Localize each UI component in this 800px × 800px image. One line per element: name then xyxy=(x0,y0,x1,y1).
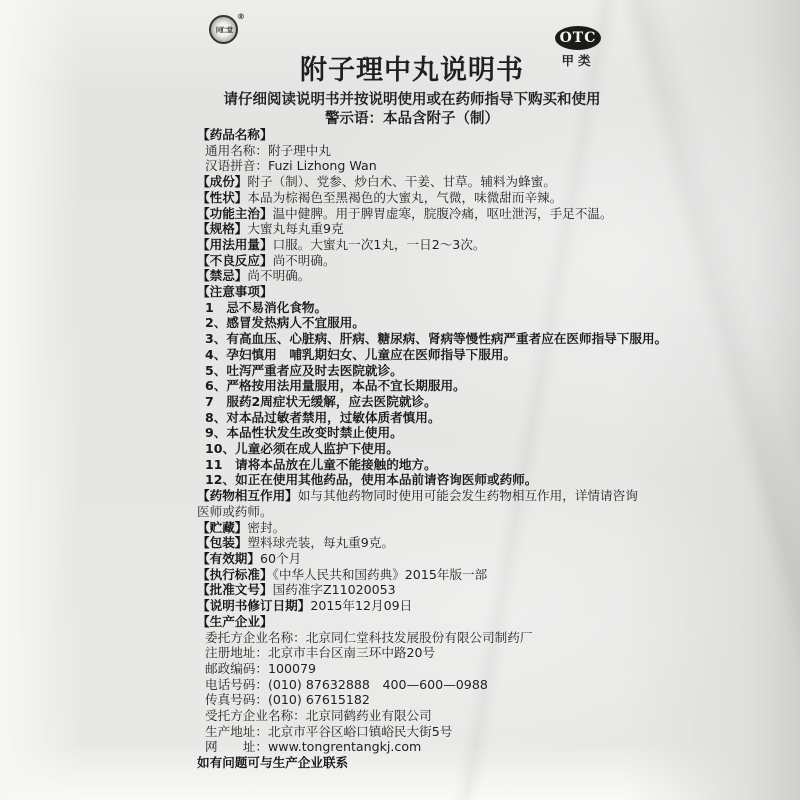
section-packaging: 【包装】塑料球壳装，每丸重9克。 xyxy=(197,535,394,551)
section-drug-name xyxy=(197,127,637,143)
section-specification: 【规格】大蜜丸每丸重9克 xyxy=(197,221,344,237)
pinyin-name: 汉语拼音：Fuzi Lizhong Wan xyxy=(205,158,377,174)
registered-trademark-mark: ® xyxy=(237,12,245,21)
precaution-12: 12、如正在使用其他药品，使用本品前请咨询医师或药师。 xyxy=(205,472,538,488)
section-interactions-line-1-header: 【药物相互作用】 xyxy=(197,488,298,504)
section-description-header: 【性状】 xyxy=(197,189,248,205)
tongrentang-logo xyxy=(209,12,245,47)
page-title: 附子理中丸说明书 xyxy=(300,55,524,86)
section-drug-name-header: 【药品名称】 xyxy=(197,127,273,142)
section-validity-header: 【有效期】 xyxy=(197,550,260,566)
read-instructions-notice: 请仔细阅读说明书并按说明使用或在药师指导下购买和使用 xyxy=(223,92,601,108)
warning-statement: 警示语：本品含附子（制） xyxy=(325,111,499,127)
precaution-6: 6、严格按用法用量服用，本品不宜长期服用。 xyxy=(205,378,466,394)
section-interactions-line-1: 【药物相互作用】如与其他药物同时使用可能会发生药物相互作用，详情请咨询 xyxy=(197,488,638,504)
website: 网 址：www.tongrentangkj.com xyxy=(205,739,422,755)
document-lines xyxy=(197,127,668,771)
precaution-7: 7 服药2周症状无缓解，应去医院就诊。 xyxy=(205,393,437,409)
tongrentang-logo-ring xyxy=(209,15,238,44)
section-packaging-header: 【包装】 xyxy=(197,535,248,551)
registered-address: 注册地址：北京市丰台区南三环中路20号 xyxy=(205,645,436,661)
phone-number: 电话号码：(010) 87632888 400—600—0988 xyxy=(205,676,488,692)
entrusted-company: 受托方企业名称：北京同鹤药业有限公司 xyxy=(205,708,432,724)
postal-code: 邮政编码：100079 xyxy=(205,660,317,676)
section-dosage-header: 【用法用量】 xyxy=(197,236,273,252)
precaution-1: 1 忌不易消化食物。 xyxy=(205,299,328,315)
precaution-8: 8、对本品过敏者禁用，过敏体质者慎用。 xyxy=(205,409,441,425)
section-manufacturer-header: 【生产企业】 xyxy=(197,613,273,629)
section-functions: 【功能主治】温中健脾。用于脾胃虚寒，脘腹冷痛，呕吐泄泻，手足不温。 xyxy=(197,205,613,221)
section-storage: 【贮藏】密封。 xyxy=(197,519,286,535)
section-interactions-line-2: 医师或药师。 xyxy=(197,503,273,519)
fax-number: 传真号码：(010) 67615182 xyxy=(205,692,370,708)
precaution-4: 4、孕妇慎用 哺乳期妇女、儿童应在医师指导下服用。 xyxy=(205,346,517,362)
section-contraindications-header: 【禁忌】 xyxy=(197,268,248,284)
production-address: 生产地址：北京市平谷区峪口镇峪民大街5号 xyxy=(205,723,453,739)
section-revision-date-header: 【说明书修订日期】 xyxy=(197,598,311,614)
otc-badge: OTC xyxy=(555,26,601,50)
section-adverse-reactions: 【不良反应】尚不明确。 xyxy=(197,252,336,268)
section-precautions xyxy=(197,284,637,300)
precaution-3: 3、有高血压、心脏病、肝病、糖尿病、肾病等慢性病严重者应在医师指导下服用。 xyxy=(205,331,668,347)
precaution-9: 9、本品性状发生改变时禁止使用。 xyxy=(205,425,403,441)
otc-class-label: 甲类 xyxy=(561,53,595,68)
tongrentang-logo-label: 同仁堂 xyxy=(215,25,232,34)
precaution-11: 11 请将本品放在儿童不能接触的地方。 xyxy=(205,456,437,472)
generic-name: 通用名称：附子理中丸 xyxy=(205,142,331,158)
section-revision-date: 【说明书修订日期】2015年12月09日 xyxy=(197,598,413,614)
section-adverse-reactions-header: 【不良反应】 xyxy=(197,252,273,268)
section-manufacturer xyxy=(197,614,637,630)
contact-note: 如有问题可与生产企业联系 xyxy=(197,755,349,771)
entrusting-company: 委托方企业名称：北京同仁堂科技发展股份有限公司制药厂 xyxy=(205,629,533,645)
precaution-5: 5、吐泻严重者应及时去医院就诊。 xyxy=(205,362,403,378)
section-approval-number: 【批准文号】国药准字Z11020053 xyxy=(197,582,396,598)
precaution-10: 10、儿童必须在成人监护下使用。 xyxy=(205,441,399,457)
section-storage-header: 【贮藏】 xyxy=(197,519,248,535)
section-standard: 【执行标准】《中华人民共和国药典》2015年版一部 xyxy=(197,566,488,582)
section-ingredients: 【成份】附子（制）、党参、炒白术、干姜、甘草。辅料为蜂蜜。 xyxy=(197,174,556,190)
section-precautions-header: 【注意事项】 xyxy=(197,284,273,300)
precaution-2: 2、感冒发热病人不宜服用。 xyxy=(205,315,365,331)
section-approval-number-header: 【批准文号】 xyxy=(197,582,273,598)
section-validity: 【有效期】60个月 xyxy=(197,550,302,566)
section-standard-header: 【执行标准】 xyxy=(197,566,273,582)
section-specification-header: 【规格】 xyxy=(197,221,248,237)
section-dosage: 【用法用量】口服。大蜜丸一次1丸，一日2～3次。 xyxy=(197,236,486,252)
section-description: 【性状】本品为棕褐色至黑褐色的大蜜丸，气微，味微甜而辛辣。 xyxy=(197,189,563,205)
section-contraindications: 【禁忌】尚不明确。 xyxy=(197,268,311,284)
section-ingredients-header: 【成份】 xyxy=(197,174,248,190)
section-functions-header: 【功能主治】 xyxy=(197,205,273,221)
